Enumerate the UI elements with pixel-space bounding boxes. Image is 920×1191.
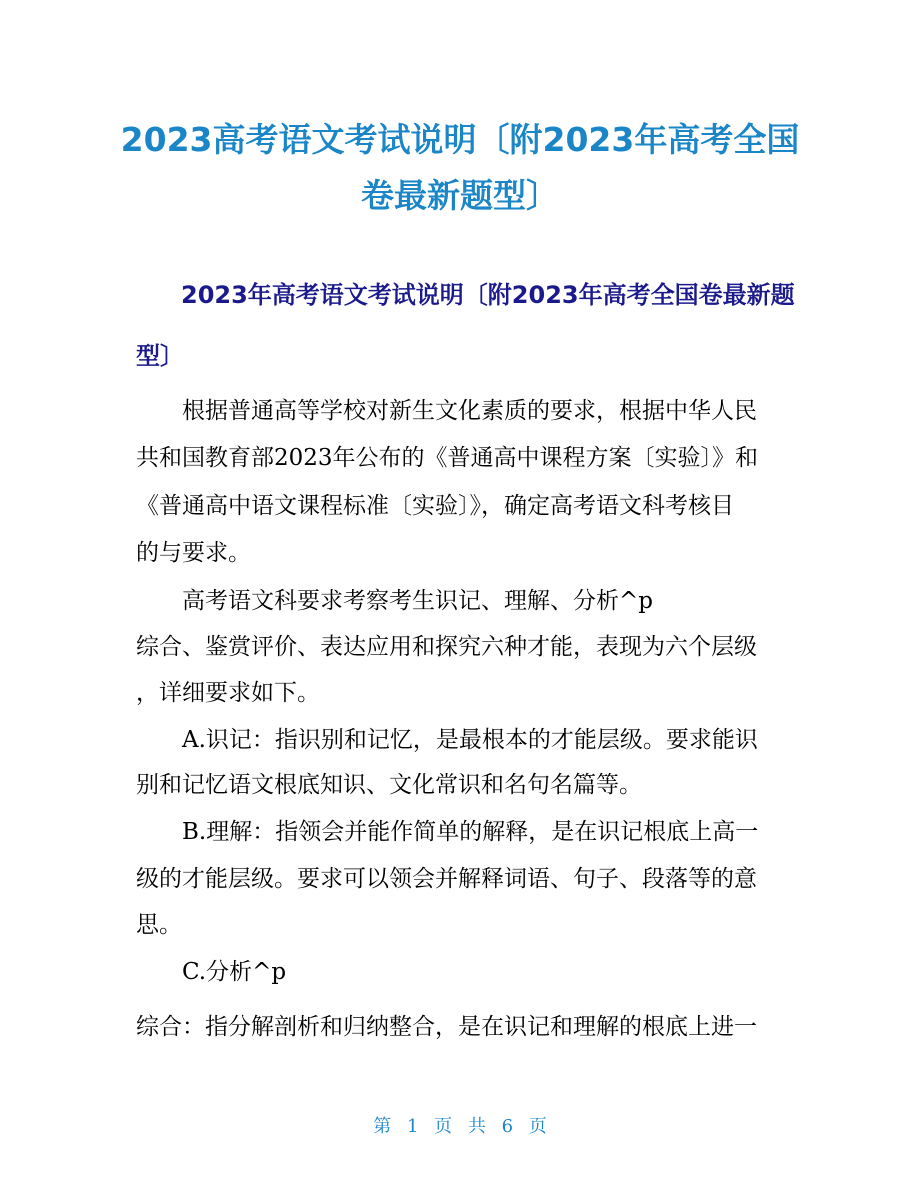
footer-label-ye: 页 [434,1116,453,1137]
document-subtitle-line-2: 型〕 [136,342,184,370]
body-line-13: C.分析^p [182,959,287,985]
body-line-7: ，详细要求如下。 [136,680,320,706]
page-footer [0,1112,920,1138]
footer-page-total: 6 [501,1116,514,1137]
body-line-9: 别和记忆语文根底知识、文化常识和名句名篇等。 [136,772,642,798]
document-title-line-2: 卷最新题型〕 [361,176,559,215]
document-subtitle [136,262,795,380]
body-line-2: 共和国教育部2023年公布的《普通高中课程方案〔实验〕》和 [136,445,759,471]
document-subtitle-line-1: 2023年高考语文考试说明〔附2023年高考全国卷最新题 [181,281,795,309]
footer-label-ye2: 页 [528,1116,547,1137]
body-line-14: 综合：指分解剖析和归纳整合，是在识记和理解的根底上进一 [136,1014,757,1040]
body-line-5: 高考语文科要求考察考生识记、理解、分析^p [182,588,653,614]
body-line-10: B.理解：指领会并能作简单的解释，是在识记根底上高一 [182,819,759,845]
footer-label-di: 第 [373,1116,392,1137]
document-title-line-1: 2023高考语文考试说明〔附2023年高考全国 [120,120,800,159]
body-line-3: 《普通高中语文课程标准〔实验〕》，确定高考语文科考核目 [136,493,734,519]
body-line-11: 级的才能层级。要求可以领会并解释词语、句子、段落等的意 [136,866,757,892]
body-line-12: 思。 [136,912,182,938]
footer-label-gong: 共 [467,1116,486,1137]
body-line-4: 的与要求。 [136,540,251,566]
body-line-6: 综合、鉴赏评价、表达应用和探究六种才能，表现为六个层级 [136,634,757,660]
body-line-1: 根据普通高等学校对新生文化素质的要求，根据中华人民 [182,398,757,424]
body-line-8: A.识记：指识别和记忆，是最根本的才能层级。要求能识 [182,727,758,753]
footer-page-current: 1 [406,1116,419,1137]
document-title [60,112,860,224]
